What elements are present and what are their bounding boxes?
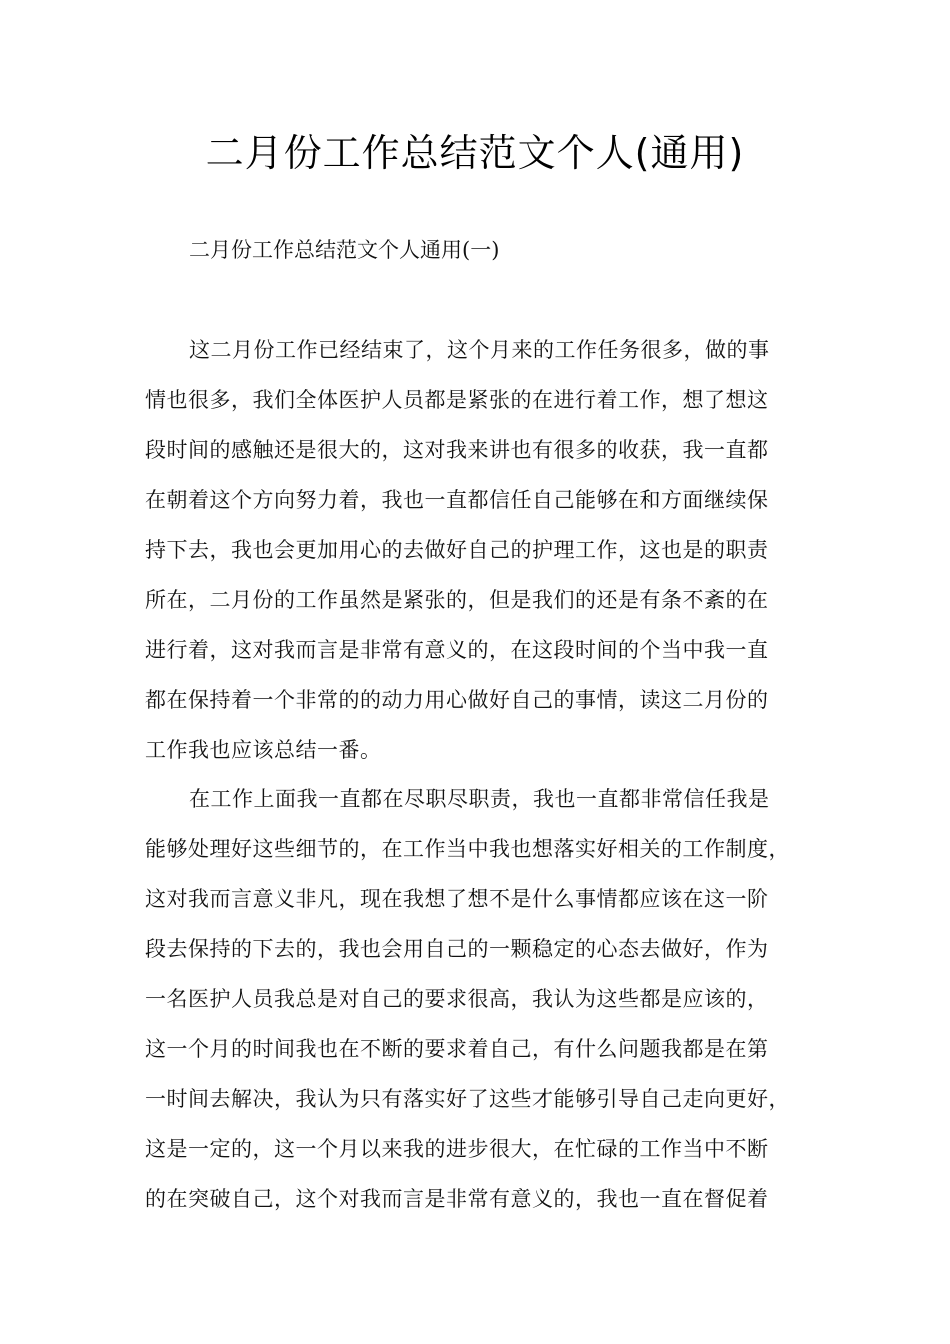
paragraph-line: 在工作上面我一直都在尽职尽职责，我也一直都非常信任我是	[189, 787, 770, 811]
paragraph-line: 进行着，这对我而言是非常有意义的，在这段时间的个当中我一直	[145, 638, 769, 662]
paragraph-line: 这二月份工作已经结束了，这个月来的工作任务很多，做的事	[189, 338, 770, 362]
paragraph-line: 情也很多，我们全体医护人员都是紧张的在进行着工作，想了想这	[145, 388, 769, 412]
paragraph-line: 这一个月的时间我也在不断的要求着自己，有什么问题我都是在第	[145, 1037, 769, 1061]
paragraph-line: 一名医护人员我总是对自己的要求很高，我认为这些都是应该的，	[145, 987, 769, 1011]
paragraph-line: 所在，二月份的工作虽然是紧张的，但是我们的还是有条不紊的在	[145, 588, 769, 612]
paragraph-line: 一时间去解决，我认为只有落实好了这些才能够引导自己走向更好，	[145, 1087, 790, 1111]
paragraph-line: 段去保持的下去的，我也会用自己的一颗稳定的心态去做好，作为	[145, 937, 769, 961]
paragraph-line: 能够处理好这些细节的，在工作当中我也想落实好相关的工作制度，	[145, 837, 790, 861]
paragraph-line: 工作我也应该总结一番。	[145, 738, 382, 762]
paragraph-line: 这对我而言意义非凡，现在我想了想不是什么事情都应该在这一阶	[145, 887, 769, 911]
paragraph-line: 这是一定的，这一个月以来我的进步很大，在忙碌的工作当中不断	[145, 1137, 769, 1161]
paragraph-line: 持下去，我也会更加用心的去做好自己的护理工作，这也是的职责	[145, 538, 769, 562]
paragraph-1	[145, 325, 825, 775]
paragraph-line: 在朝着这个方向努力着，我也一直都信任自己能够在和方面继续保	[145, 488, 769, 512]
section-heading: 二月份工作总结范文个人通用(一)	[189, 238, 500, 262]
paragraph-line: 段时间的感触还是很大的，这对我来讲也有很多的收获，我一直都	[145, 438, 769, 462]
paragraph-line: 的在突破自己，这个对我而言是非常有意义的，我也一直在督促着	[145, 1187, 769, 1211]
document-title: 二月份工作总结范文个人(通用)	[205, 131, 745, 175]
paragraph-line: 都在保持着一个非常的的动力用心做好自己的事情，读这二月份的	[145, 688, 769, 712]
paragraph-2	[145, 774, 825, 1224]
